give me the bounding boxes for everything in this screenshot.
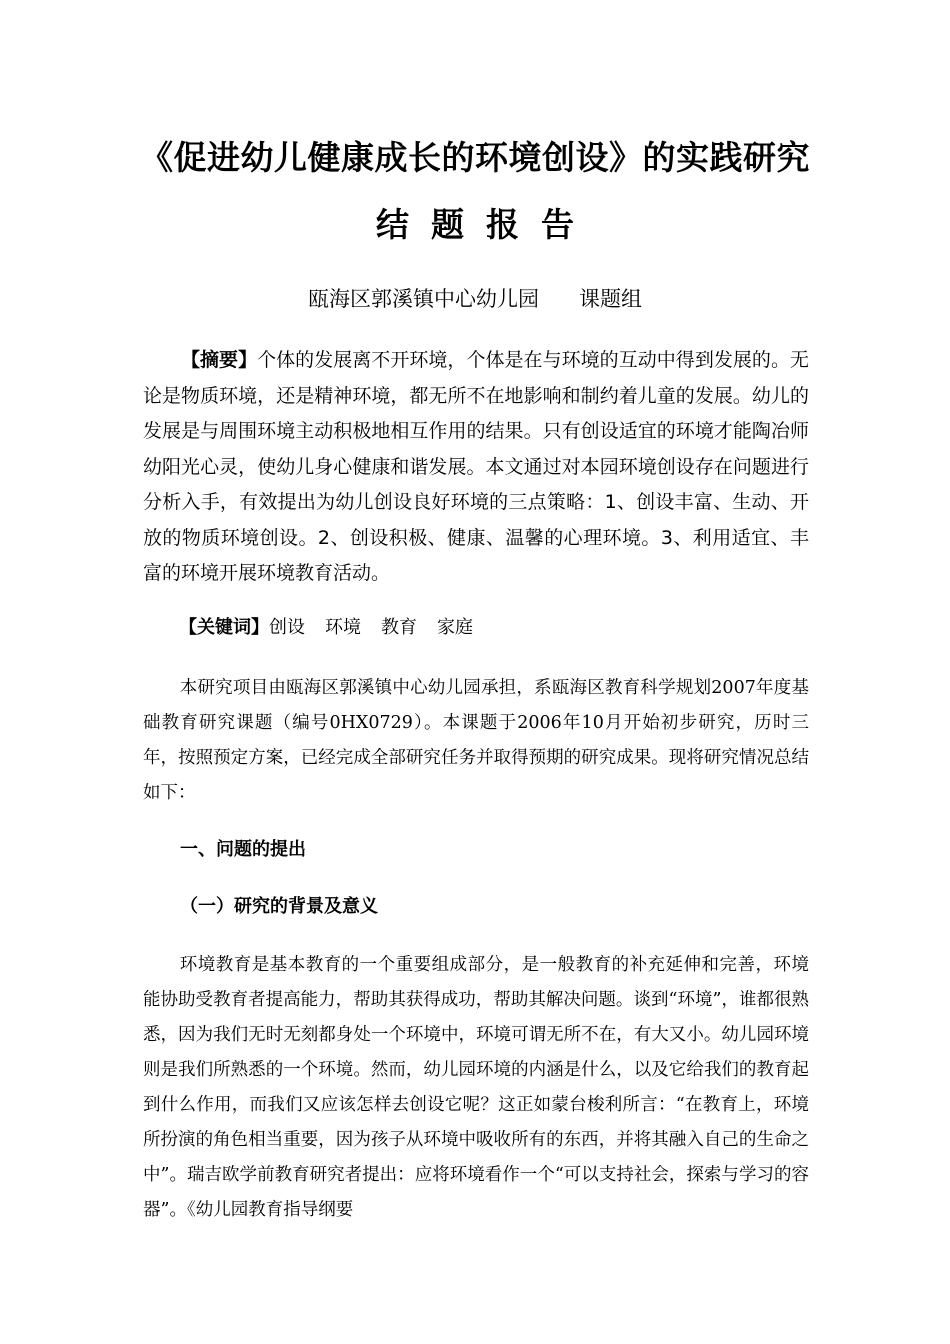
author-line: 瓯海区郭溪镇中心幼儿园 课题组 <box>307 287 643 311</box>
keywords-label: 【关键词】 <box>179 617 269 638</box>
abstract-label: 【摘要】 <box>181 349 258 371</box>
keyword-item: 教育 <box>381 617 417 638</box>
keyword-item: 家庭 <box>437 617 473 638</box>
abstract <box>143 343 809 592</box>
keywords <box>143 612 809 644</box>
subsection-heading: （一）研究的背景及意义 <box>180 896 378 917</box>
body-paragraph: 环境教育是基本教育的一个重要组成部分，是一般教育的补充延伸和完善，环境能协助受教育者提高能力，帮助其获得成功，帮助其解决问题。谈到“环境”，谁都很熟悉，因为我们无时无刻都身处一个环境中，环境可谓无所不在，有大又小。幼儿园环境则是我们所熟悉的一个环境。然而，幼儿园环境的内涵是什么，以及它给我们的教育起到什么作用，而我们又应该怎样去创设它呢？这正如蒙台梭利所言：“在教育上，环境所扮演的角色相当重要，因为孩子从环境中吸收所有的东西，并将其融入自己的生命之中”。瑞吉欧学前教育研究者提出：应将环境看作一个“可以支持社会，探索与学习的容器”。《幼儿园教育指导纲要 <box>143 955 809 1220</box>
document-subtitle: 结题报告 <box>376 205 596 244</box>
abstract-text: 个体的发展离不开环境，个体是在与环境的互动中得到发展的。无论是物质环境，还是精神环境，都无所不在地影响和制约着儿童的发展。幼儿的发展是与周围环境主动积极地相互作用的结果。只有创设适宜的环境才能陶冶师幼阳光心灵，使幼儿身心健康和谐发展。本文通过对本园环境创设存在问题进行分析入手，有效提出为幼儿创设良好环境的三点策略：1、创设丰富、生动、开放的物质环境创设。2、创设积极、健康、温馨的心理环境。3、利用适宜、丰富的环境开展环境教育活动。 <box>143 349 809 584</box>
intro-paragraph: 本研究项目由瓯海区郭溪镇中心幼儿园承担，系瓯海区教育科学规划2007年度基础教育研究课题（编号0HX0729）。本课题于2006年10月开始初步研究，历时三年，按照预定方案，已经完成全部研究任务并取得预期的研究成果。现将研究情况总结如下： <box>143 678 809 803</box>
section-heading: 一、问题的提出 <box>180 839 306 860</box>
keyword-item: 创设 <box>269 617 305 638</box>
keyword-item: 环境 <box>325 617 361 638</box>
document-title: 《促进幼儿健康成长的环境创设》的实践研究 <box>140 138 810 177</box>
